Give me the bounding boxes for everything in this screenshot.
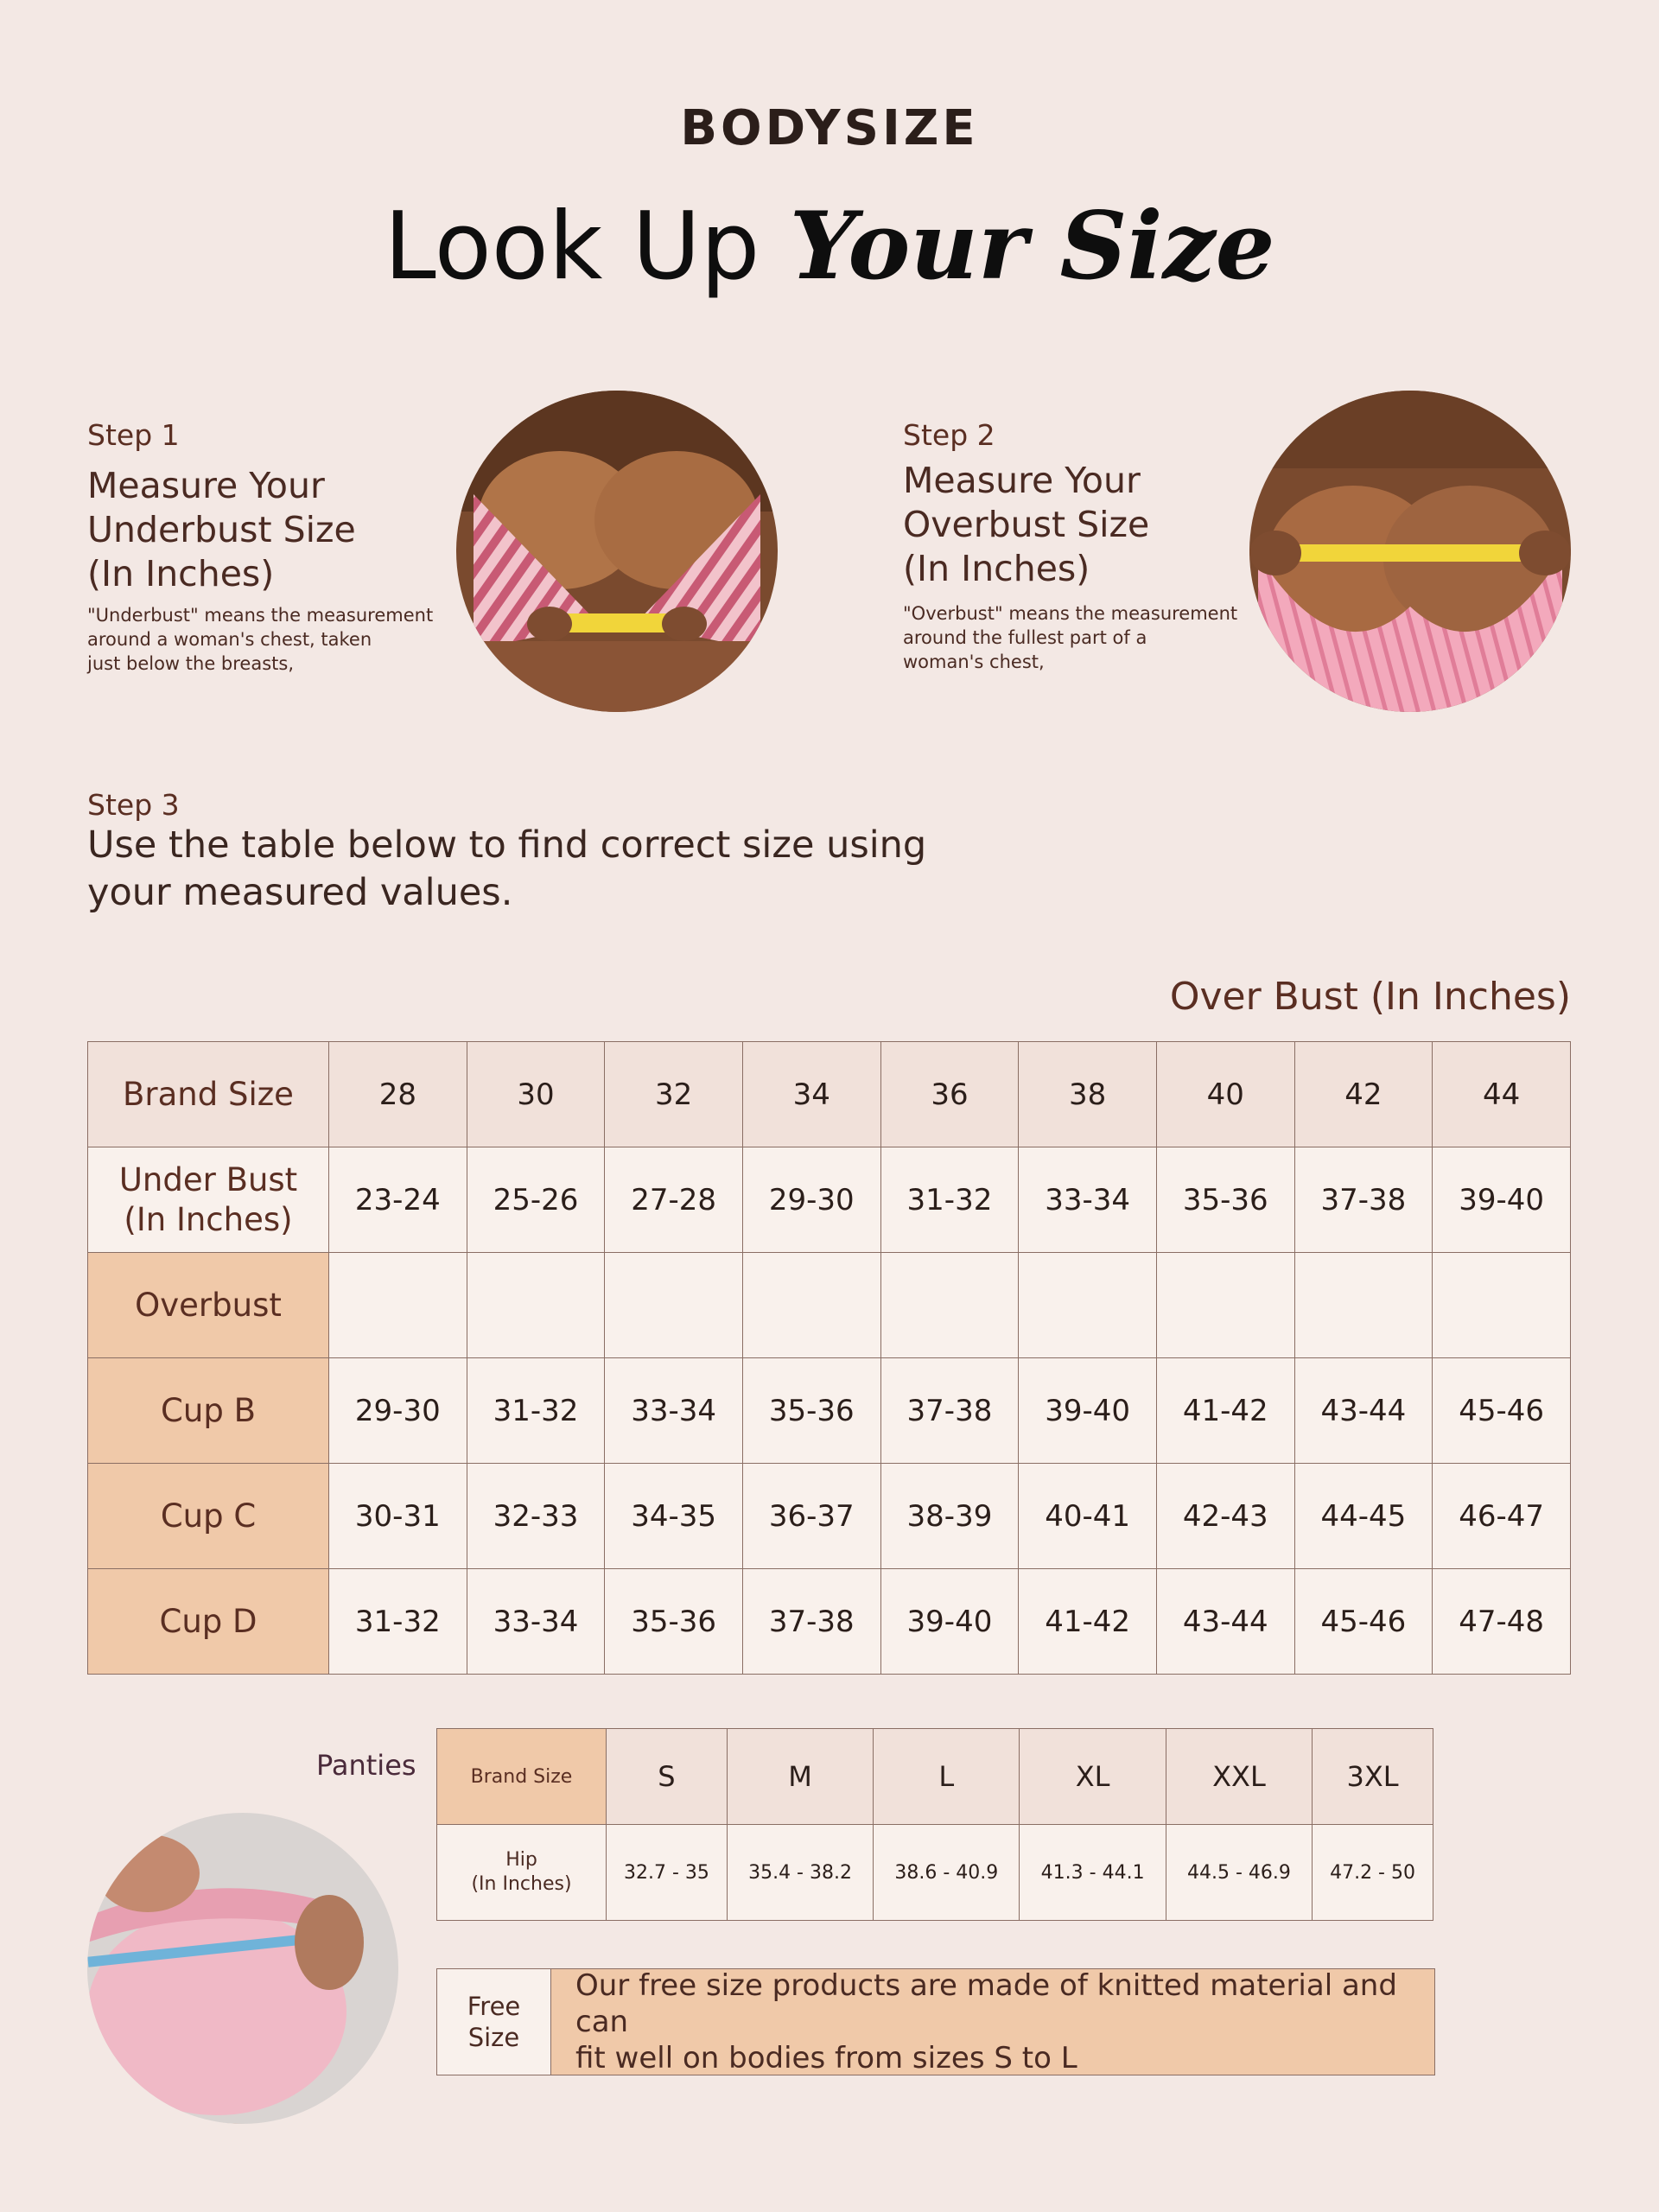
- underbust-label-line: (In Inches): [124, 1200, 293, 1238]
- table-cell: 38-39: [880, 1464, 1019, 1569]
- underbust-label-line: Under Bust: [118, 1160, 298, 1198]
- table-cell: 27-28: [605, 1147, 743, 1253]
- table-cell: 32.7 - 35: [607, 1825, 728, 1921]
- table-row: [437, 1825, 1433, 1921]
- table-row: [88, 1464, 1571, 1569]
- table-cell: [1294, 1253, 1433, 1358]
- page-title-italic: Your Size: [789, 192, 1275, 301]
- table-cell: [1156, 1253, 1294, 1358]
- table-cell: 29-30: [742, 1147, 880, 1253]
- size-header: M: [727, 1729, 873, 1825]
- table-row: [88, 1358, 1571, 1464]
- underbust-photo: [456, 391, 778, 712]
- size-header: L: [874, 1729, 1020, 1825]
- table-cell: 31-32: [329, 1569, 467, 1675]
- table-cell: 33-34: [1019, 1147, 1157, 1253]
- step-2-title: [903, 459, 1283, 591]
- brand-logo: BODYSIZE: [680, 100, 979, 156]
- hip-photo-illustration: [87, 1813, 398, 2124]
- table-cell: [1433, 1253, 1571, 1358]
- overbust-photo: [1249, 391, 1571, 712]
- size-header: 3XL: [1313, 1729, 1433, 1825]
- table-cell: 42-43: [1156, 1464, 1294, 1569]
- table-cell: 23-24: [329, 1147, 467, 1253]
- table-cell: [742, 1253, 880, 1358]
- size-header: 42: [1294, 1042, 1433, 1147]
- size-header: XXL: [1166, 1729, 1312, 1825]
- underbust-photo-illustration: [456, 391, 778, 712]
- step-1-description: [87, 603, 467, 676]
- hip-label-line: (In Inches): [471, 1873, 572, 1895]
- table-cell: 30-31: [329, 1464, 467, 1569]
- table-cell: 39-40: [880, 1569, 1019, 1675]
- step-3-title-line: your measured values.: [87, 871, 513, 914]
- table-cell: 29-30: [329, 1358, 467, 1464]
- step-3-label: Step 3: [87, 788, 180, 822]
- table-cell: 43-44: [1294, 1358, 1433, 1464]
- table-row: [88, 1042, 1571, 1147]
- table-cell: 40-41: [1019, 1464, 1157, 1569]
- step-3: [87, 788, 1038, 917]
- free-size-text-line: Our free size products are made of knitted material and can: [575, 1968, 1397, 2039]
- panties-brand-size-header: Brand Size: [437, 1729, 607, 1825]
- step-3-title: [87, 822, 1038, 917]
- step-2-desc-line: "Overbust" means the measurement: [903, 603, 1238, 624]
- size-header: 28: [329, 1042, 467, 1147]
- table-row: [88, 1253, 1571, 1358]
- table-cell: 35-36: [605, 1569, 743, 1675]
- panties-label: Panties: [316, 1749, 416, 1782]
- table-cell: 35.4 - 38.2: [727, 1825, 873, 1921]
- table-cell: 45-46: [1294, 1569, 1433, 1675]
- size-header: 44: [1433, 1042, 1571, 1147]
- step-3-title-line: Use the table below to find correct size using: [87, 823, 927, 867]
- overbust-row-header: Overbust: [88, 1253, 329, 1358]
- free-size-label-line: Free: [467, 1992, 521, 2021]
- table-cell: [605, 1253, 743, 1358]
- table-cell: 34-35: [605, 1464, 743, 1569]
- table-cell: 41.3 - 44.1: [1020, 1825, 1166, 1921]
- step-2-desc-line: around the fullest part of a: [903, 627, 1147, 648]
- cup-d-row-header: Cup D: [88, 1569, 329, 1675]
- free-size-note: [436, 1968, 1435, 2075]
- table-cell: 41-42: [1019, 1569, 1157, 1675]
- step-1-desc-line: around a woman's chest, taken: [87, 629, 372, 650]
- free-size-text: [551, 1969, 1434, 2075]
- size-header: 40: [1156, 1042, 1294, 1147]
- page-title: [0, 192, 1659, 301]
- step-2-title-line: (In Inches): [903, 548, 1090, 589]
- step-1-label: Step 1: [87, 418, 180, 452]
- table-cell: [329, 1253, 467, 1358]
- page-title-plain: Look Up: [384, 193, 790, 301]
- step-2-label: Step 2: [903, 418, 995, 452]
- table-cell: 37-38: [742, 1569, 880, 1675]
- underbust-row-header: [88, 1147, 329, 1253]
- table-cell: 33-34: [605, 1358, 743, 1464]
- table-row: [88, 1569, 1571, 1675]
- table-cell: 37-38: [1294, 1147, 1433, 1253]
- size-header: 36: [880, 1042, 1019, 1147]
- size-header: S: [607, 1729, 728, 1825]
- table-cell: [1019, 1253, 1157, 1358]
- table-cell: 44-45: [1294, 1464, 1433, 1569]
- cup-b-row-header: Cup B: [88, 1358, 329, 1464]
- step-2-title-line: Overbust Size: [903, 504, 1150, 545]
- panties-size-table: [436, 1728, 1433, 1921]
- table-cell: 35-36: [742, 1358, 880, 1464]
- overbust-photo-illustration: [1249, 391, 1571, 712]
- hip-photo: [87, 1813, 398, 2124]
- brand-size-header: Brand Size: [88, 1042, 329, 1147]
- step-1-title-line: Measure Your: [87, 465, 325, 506]
- table-cell: 38.6 - 40.9: [874, 1825, 1020, 1921]
- size-header: 38: [1019, 1042, 1157, 1147]
- table-cell: 46-47: [1433, 1464, 1571, 1569]
- step-2-description: [903, 601, 1283, 674]
- size-header: 34: [742, 1042, 880, 1147]
- table-cell: 32-33: [467, 1464, 605, 1569]
- table-cell: 44.5 - 46.9: [1166, 1825, 1312, 1921]
- table-cell: 45-46: [1433, 1358, 1571, 1464]
- table-cell: 25-26: [467, 1147, 605, 1253]
- hip-label-line: Hip: [505, 1849, 537, 1871]
- hip-row-header: [437, 1825, 607, 1921]
- table-row: [437, 1729, 1433, 1825]
- free-size-label: [437, 1969, 551, 2075]
- free-size-label-line: Size: [467, 2023, 520, 2052]
- table-cell: 39-40: [1019, 1358, 1157, 1464]
- step-1-title-line: (In Inches): [87, 553, 275, 594]
- table-cell: 35-36: [1156, 1147, 1294, 1253]
- cup-c-row-header: Cup C: [88, 1464, 329, 1569]
- free-size-text-line: fit well on bodies from sizes S to L: [575, 2041, 1077, 2075]
- step-1-desc-line: just below the breasts,: [87, 653, 294, 674]
- step-1-desc-line: "Underbust" means the measurement: [87, 605, 434, 626]
- step-1-title: [87, 464, 467, 596]
- step-2-title-line: Measure Your: [903, 460, 1141, 501]
- table-cell: 41-42: [1156, 1358, 1294, 1464]
- table-cell: 33-34: [467, 1569, 605, 1675]
- size-header: XL: [1020, 1729, 1166, 1825]
- step-2-desc-line: woman's chest,: [903, 652, 1045, 672]
- table-cell: [467, 1253, 605, 1358]
- table-cell: 39-40: [1433, 1147, 1571, 1253]
- table-cell: 47.2 - 50: [1313, 1825, 1433, 1921]
- table-row: [88, 1147, 1571, 1253]
- step-1: [87, 418, 467, 676]
- table-cell: 36-37: [742, 1464, 880, 1569]
- table-cell: 31-32: [467, 1358, 605, 1464]
- step-2: [903, 418, 1283, 674]
- bra-size-table: [87, 1041, 1571, 1675]
- table-cell: [880, 1253, 1019, 1358]
- table-cell: 37-38: [880, 1358, 1019, 1464]
- step-1-title-line: Underbust Size: [87, 509, 356, 550]
- table-cell: 47-48: [1433, 1569, 1571, 1675]
- overbust-table-heading: Over Bust (In Inches): [1169, 975, 1571, 1019]
- size-header: 32: [605, 1042, 743, 1147]
- size-header: 30: [467, 1042, 605, 1147]
- table-cell: 31-32: [880, 1147, 1019, 1253]
- table-cell: 43-44: [1156, 1569, 1294, 1675]
